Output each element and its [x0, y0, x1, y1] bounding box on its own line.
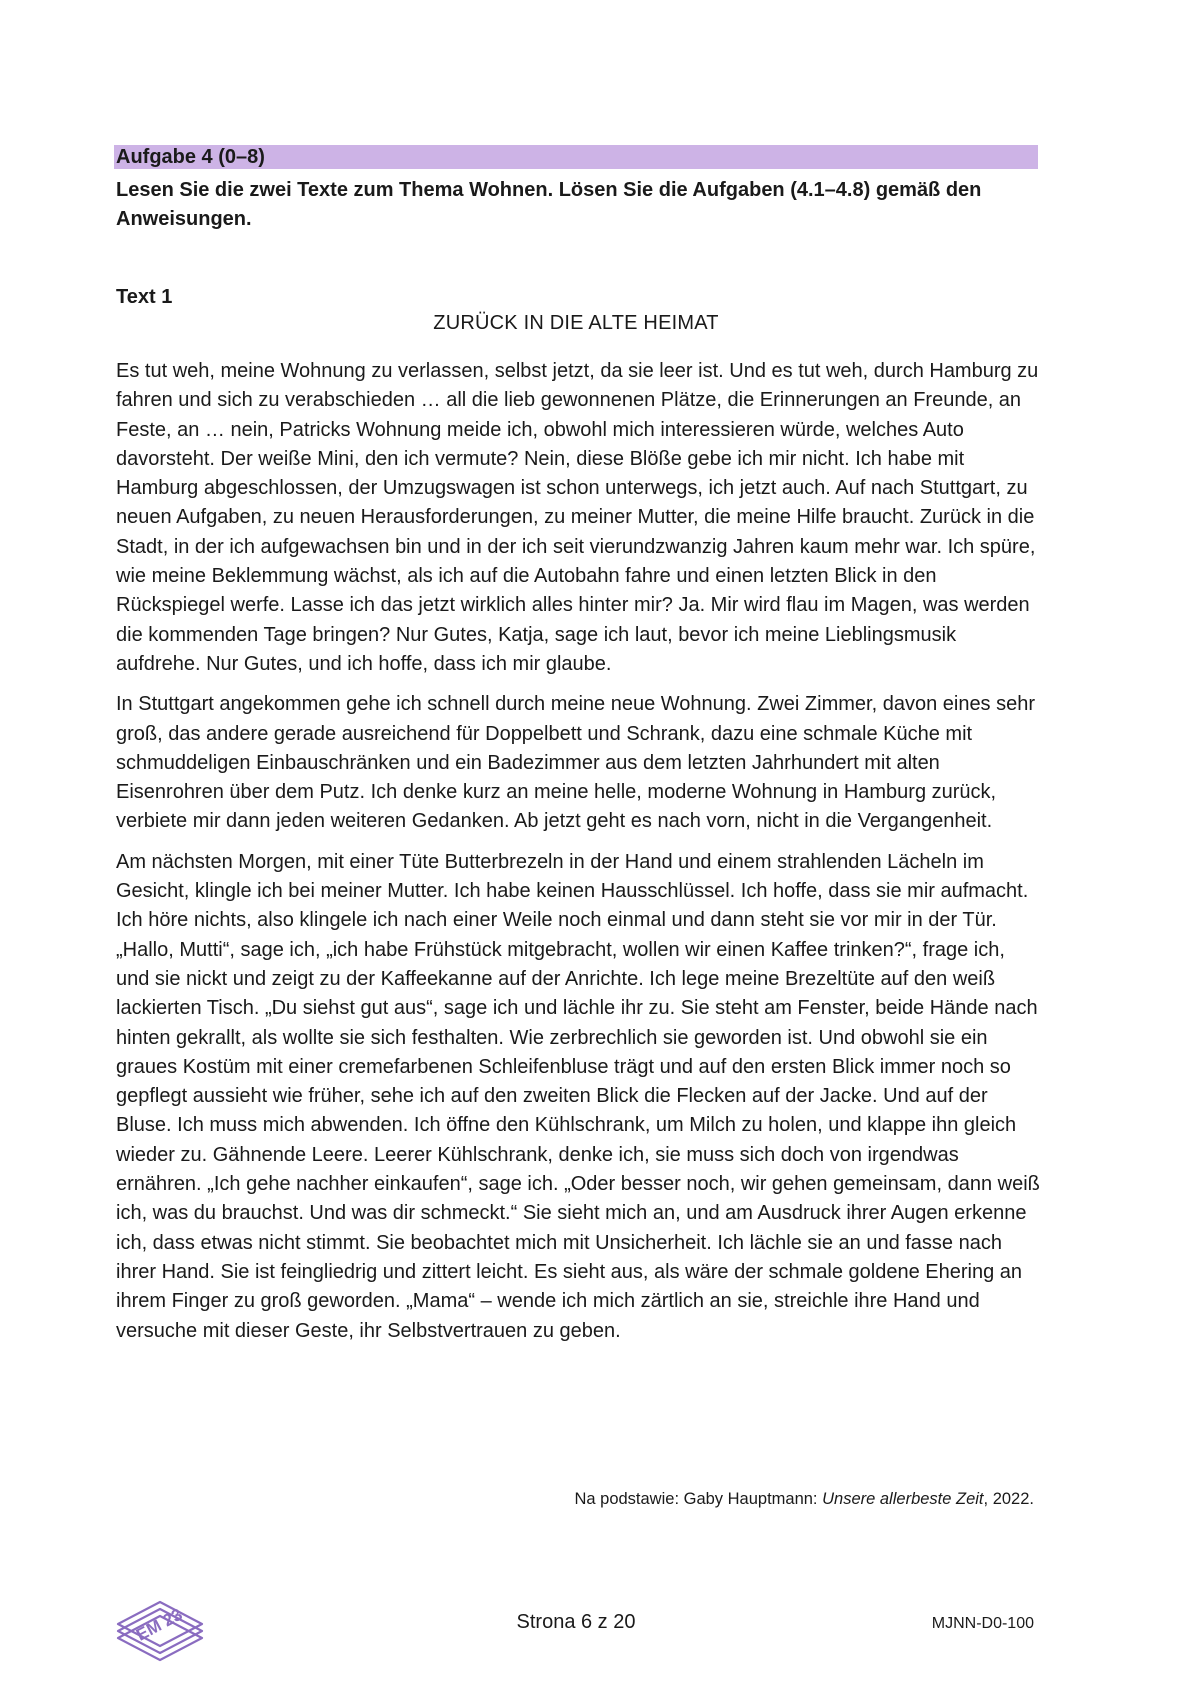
page-number: Strona 6 z 20	[516, 1611, 636, 1633]
paragraph: Am nächsten Morgen, mit einer Tüte Butterbrezeln in der Hand und einem strahlenden Lächeln im Gesicht, klingle ich bei meiner Mutter. Ich habe keinen Hausschlüssel. Ich hoffe, dass sie mir aufmacht. Ich höre nichts, also klingele ich nach einer Weile noch einmal und dann steht sie vor mir in der Tür. „Hallo, Mutti“, sage ich, „ich habe Frühstück mitgebracht, wollen wir einen Kaffee trinken?“, frage ich, und sie nickt und zeigt zu der Kaffeekanne auf der Anrichte. Ich lege meine Brezeltüte auf den weiß lackierten Tisch. „Du siehst gut aus“, sage ich und lächle ihr zu. Sie steht am Fenster, beide Hände nach hinten gekrallt, als wollte sie sich festhalten. Wie zerbrechlich sie geworden ist. Und obwohl sie ein graues Kostüm mit einer cremefarbenen Schleifenbluse trägt und auf den ersten Blick immer noch so gepflegt aussieht wie früher, sehe ich auf den zweiten Blick die Flecken auf der Jacke. Und auf der Bluse. Ich muss mich abwenden. Ich öffne den Kühlschrank, um Milch zu holen, und klappe ihn gleich wieder zu. Gähnende Leere. Leerer Kühlschrank, denke ich, sie muss sich doch von irgendwas ernähren. „Ich gehe nachher einkaufen“, sage ich. „Oder besser noch, wir gehen gemeinsam, dann weiß ich, was du brauchst. Und was dir schmeckt.“ Sie sieht mich an, und am Ausdruck ihrer Augen erkenne ich, dass etwas nicht stimmt. Sie beobachtet mich mit Unsicherheit. Ich lächle sie an und fasse nach ihrer Hand. Sie ist feingliedrig und zittert leicht. Es sieht aus, als wäre der schmale goldene Ehering an ihrem Finger zu groß geworden. „Mama“ – wende ich mich zärtlich an sie, streichle ihre Hand und versuche mit dieser Geste, ihr Selbstvertrauen zu geben.	[116, 850, 1040, 1342]
task-title: Aufgabe 4 (0–8)	[116, 146, 265, 168]
paragraph: In Stuttgart angekommen gehe ich schnell durch meine neue Wohnung. Zwei Zimmer, davon eines sehr groß, das andere gerade ausreichend für Doppelbett und Schrank, dazu eine schmale Küche mit schmuddeligen Einbauschränken und ein Badezimmer aus dem letzten Jahrhundert mit alten Eisenrohren über dem Putz. Ich denke kurz an meine helle, moderne Wohnung in Hamburg zurück, verbiete mir dann jeden weiteren Gedanken. Ab jetzt geht es nach vorn, nicht in die Vergangenheit.	[116, 693, 1036, 833]
source-title: Unsere allerbeste Zeit	[822, 1490, 984, 1508]
text-body	[116, 357, 1040, 1357]
exam-code: MJNN-D0-100	[931, 1615, 1034, 1632]
source-suffix: , 2022.	[983, 1490, 1034, 1508]
logo-text: EM 23	[133, 1604, 186, 1645]
task-instruction: Lesen Sie die zwei Texte zum Thema Wohnen. Lösen Sie die Aufgaben (4.1–4.8) gemäß den Anweisungen.	[116, 179, 982, 230]
text-headline: ZURÜCK IN DIE ALTE HEIMAT	[433, 312, 719, 334]
paragraph: Es tut weh, meine Wohnung zu verlassen, selbst jetzt, da sie leer ist. Und es tut weh, durch Hamburg zu fahren und sich zu verabschieden … all die lieb gewonnenen Plätze, die Erinnerungen an Freunde, an Feste, an … nein, Patricks Wohnung meide ich, obwohl mich interessieren würde, welches Auto davorsteht. Der weiße Mini, den ich vermute? Nein, diese Blöße gebe ich mir nicht. Ich habe mit Hamburg abgeschlossen, der Umzugswagen ist schon unterwegs, ich jetzt auch. Auf nach Stuttgart, zu neuen Aufgaben, zu neuen Herausforderungen, zu meiner Mutter, die meine Hilfe braucht. Zurück in die Stadt, in der ich aufgewachsen bin und in der ich seit vierundzwanzig Jahren kaum mehr war. Ich spüre, wie meine Beklemmung wächst, als ich auf die Autobahn fahre und einen letzten Blick in den Rückspiegel werfe. Lasse ich das jetzt wirklich alles hinter mir? Ja. Mir wird flau im Magen, was werden die kommenden Tage bringen? Nur Gutes, Katja, sage ich laut, bevor ich meine Lieblingsmusik aufdrehe. Nur Gutes, und ich hoffe, dass ich mir glaube.	[116, 360, 1039, 675]
source-prefix: Na podstawie: Gaby Hauptmann:	[574, 1490, 823, 1508]
source-citation	[574, 1488, 1034, 1510]
text-label: Text 1	[116, 286, 173, 308]
